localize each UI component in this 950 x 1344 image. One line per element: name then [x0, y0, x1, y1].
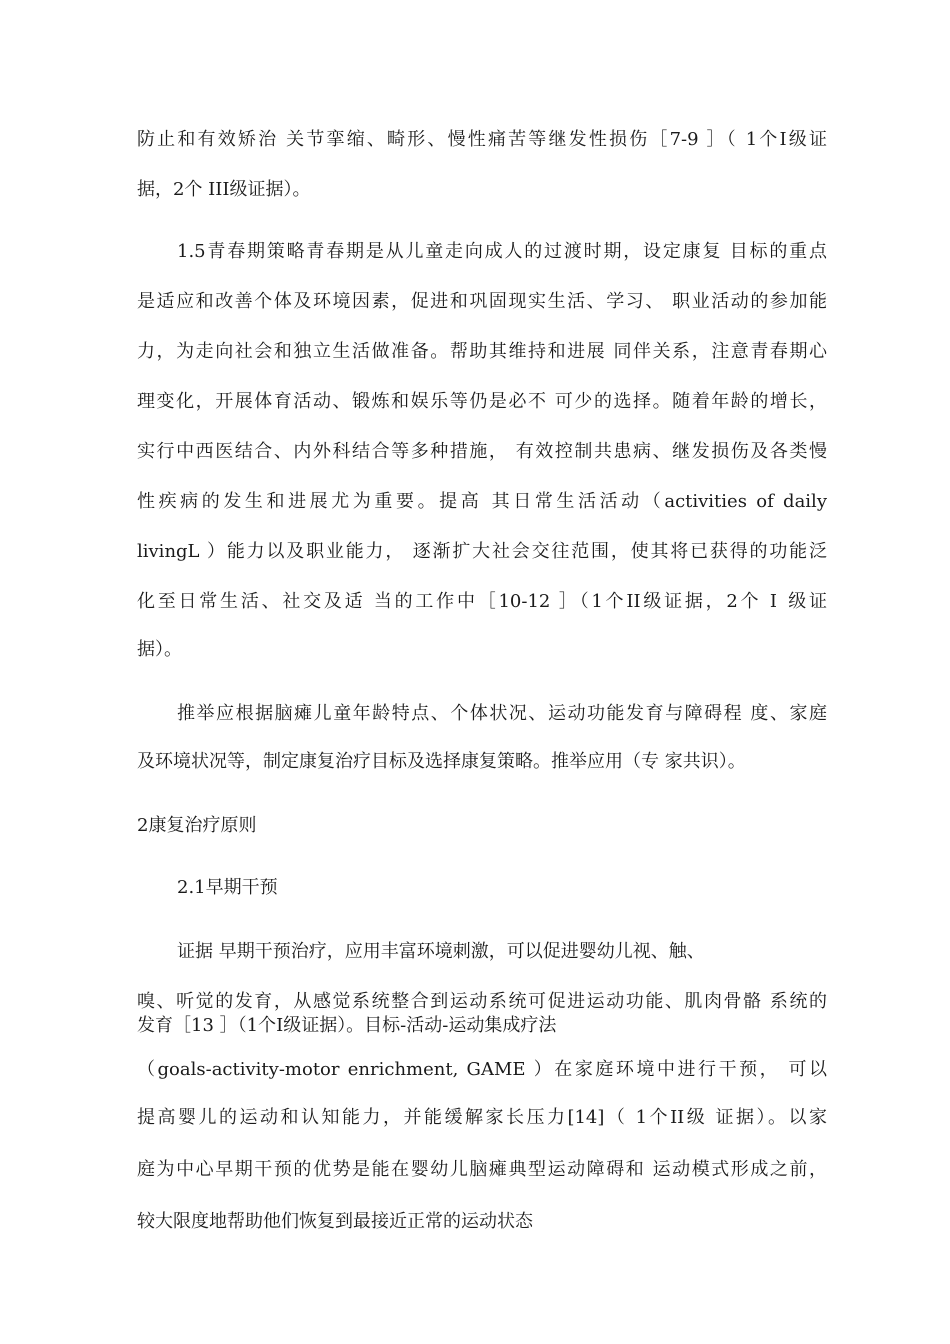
text-line-4: 是适应和改善个体及环境因素，促进和巩固现实生活、学习、 职业活动的参加能 [137, 291, 827, 312]
text-line-18: 发育［13 ］（1个Ⅰ级证据）。目标-活动-运动集成疗法 [137, 1015, 557, 1036]
text-line-6: 理变化，开展体育活动、锻炼和娱乐等仍是必不 可少的选择。随着年龄的增长， [137, 391, 827, 412]
text-line-16: 证据 早期干预治疗，应用丰富环境刺激，可以促进婴幼儿视、触、 [177, 941, 705, 962]
text-line-20: 提高婴儿的运动和认知能力，并能缓解家长压力[14]（ 1个II级 证据）。以家 [137, 1107, 827, 1128]
text-line-11: 据）。 [137, 639, 182, 660]
text-line-8: 性疾病的发生和进展尤为重要。提高 其日常生活活动（activities of daily [137, 491, 827, 512]
text-line-17: 嗅、听觉的发育，从感觉系统整合到运动系统可促进运动功能、肌肉骨骼 系统的 [137, 991, 827, 1012]
text-line-22: 较大限度地帮助他们恢复到最接近正常的运动状态 [137, 1211, 533, 1232]
text-line-5: 力，为走向社会和独立生活做准备。帮助其维持和进展 同伴关系，注意青春期心 [137, 341, 827, 362]
section-heading: 2康复治疗原则 [137, 815, 257, 836]
text-line-3: 1.5青春期策略青春期是从儿童走向成人的过渡时期，设定康复 目标的重点 [177, 241, 827, 262]
text-line-21: 庭为中心早期干预的优势是能在婴幼儿脑瘫典型运动障碍和 运动模式形成之前， [137, 1159, 827, 1180]
text-line-19: （goals-activity-motor enrichment, GAME ）在家庭环境中进行干预， 可以 [137, 1059, 827, 1080]
text-line-10: 化至日常生活、社交及适 当的工作中［10-12 ］（1个II级证据，2个 Ⅰ 级证 [137, 591, 827, 612]
subsection-heading: 2.1早期干预 [177, 877, 278, 898]
text-line-13: 及环境状况等，制定康复治疗目标及选择康复策略。推举应用（专 家共识）。 [137, 751, 746, 772]
text-line-12: 推举应根据脑瘫儿童年龄特点、个体状况、运动功能发育与障碍程 度、家庭 [177, 703, 827, 724]
text-line-7: 实行中西医结合、内外科结合等多种措施， 有效控制共患病、继发损伤及各类慢 [137, 441, 827, 462]
text-line-2: 据，2个 III级证据）。 [137, 179, 311, 200]
text-line-1: 防止和有效矫治 关节挛缩、畸形、慢性痛苦等继发性损伤［7-9 ］（ 1个Ⅰ级证 [137, 129, 827, 150]
text-line-9: livingL ）能力以及职业能力， 逐渐扩大社会交往范围，使其将已获得的功能泛 [137, 541, 827, 562]
